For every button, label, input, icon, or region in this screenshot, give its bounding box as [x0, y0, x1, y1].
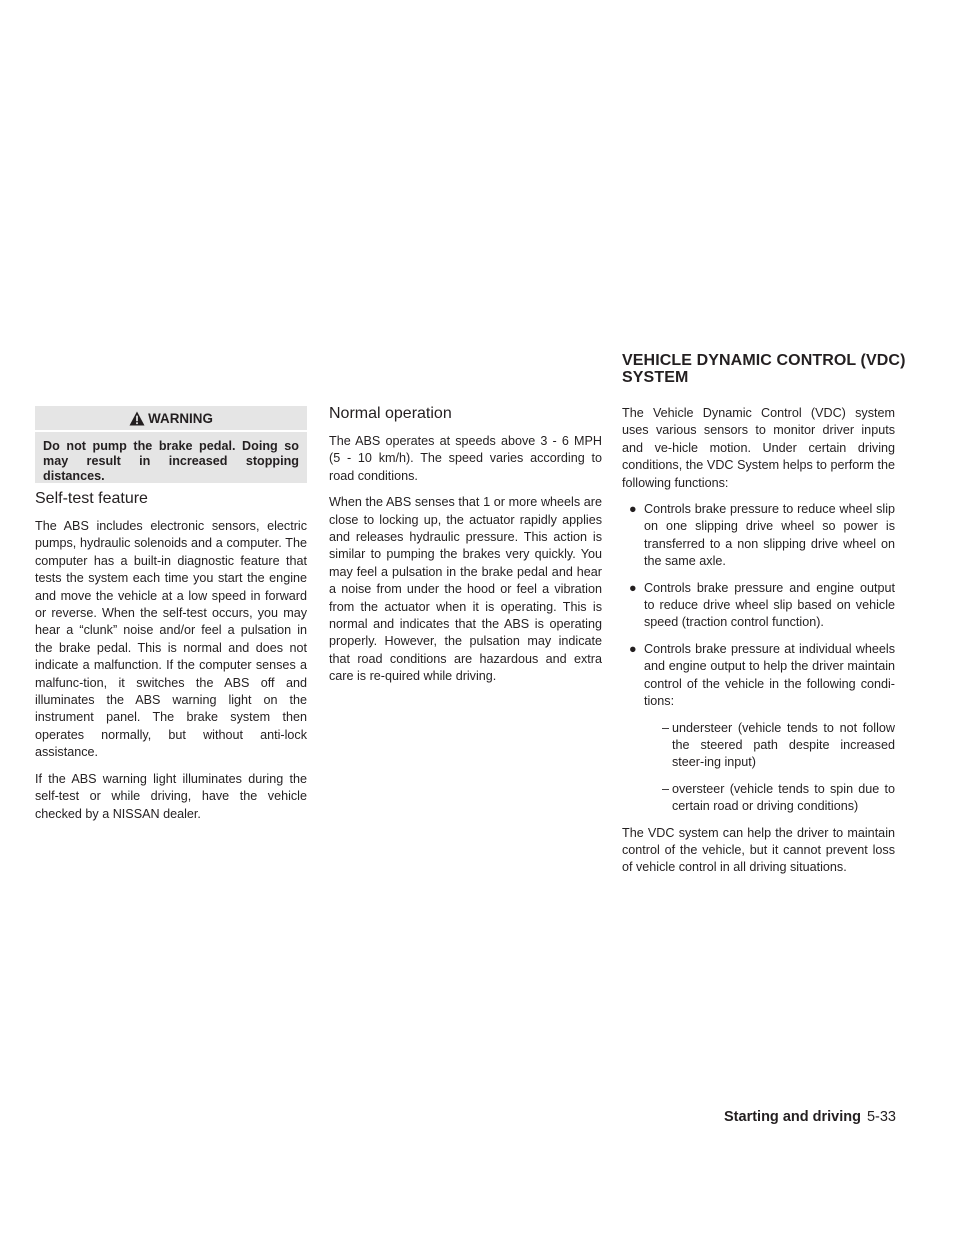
self-test-paragraph: If the ABS warning light illuminates during the self-test or while driving, have the vehicle checked by a NISSAN dealer. — [35, 771, 307, 821]
vdc-sub-list — [644, 720, 895, 816]
bullet-icon: ● — [629, 641, 637, 656]
vdc-bullet-text: Controls brake pressure to reduce wheel slip on one slipping drive wheel so power is transferred to a non slipping drive wheel on the same axle. — [644, 502, 895, 569]
vdc-bullet — [622, 641, 895, 711]
bullet-icon: ● — [629, 580, 637, 595]
vdc-chapter-title — [622, 352, 912, 386]
warning-header — [35, 406, 307, 430]
footer-section-title: Starting and driving — [724, 1109, 861, 1125]
vdc-title-line: SYSTEM — [622, 369, 689, 386]
page-number: 5-33 — [866, 1109, 896, 1125]
vdc-sub-item-text: understeer (vehicle tends to not follow the steered path despite increased steer-ing input) — [672, 720, 895, 770]
warning-triangle-icon — [129, 411, 145, 426]
vdc-bullet-text: Controls brake pressure at individual wheels and engine output to help the driver maintain control of the vehicle in the following condi-tions: — [644, 641, 895, 709]
normal-operation-paragraph: The ABS operates at speeds above 3 - 6 MPH (5 - 10 km/h). The speed varies according to road conditions. — [329, 434, 602, 483]
normal-operation-paragraph: When the ABS senses that 1 or more wheels are close to locking up, the actuator rapidly applies and releases hydraulic pressure. This action is similar to pumping the brakes very quickly. You may feel a pulsation in the brake pedal and hear a noise from under the hood or feel a vibration from the actuator when it is operating. This is normal and indicates that the ABS is operating properly. However, the pulsation may indicate that road conditions are hazardous and extra care is re-quired while driving. — [329, 495, 602, 684]
warning-text: Do not pump the brake pedal. Doing so may result in increased stopping distances. — [35, 432, 307, 483]
vdc-bullet — [622, 501, 895, 571]
self-test-heading: Self-test feature — [35, 490, 148, 507]
self-test-paragraph: The ABS includes electronic sensors, electric pumps, hydraulic solenoids and a computer. The computer has a built-in diagnostic feature that tests the system each time you start the engine and move the vehicle at a low speed in forward or reverse. When the self-test occurs, you may hear a “clunk” noise and/or feel a pulsation in the brake pedal. This is normal and does not indicate a malfunction. If the computer senses a malfunc-tion, it switches the ABS off and illuminates the ABS warning light on the instrument panel. The brake system then operates normally, but without anti-lock assistance. — [35, 519, 307, 760]
vdc-section — [622, 405, 895, 886]
warning-title: WARNING — [148, 410, 213, 426]
vdc-bullet — [622, 580, 895, 632]
vdc-sub-item-text: oversteer (vehicle tends to spin due to certain road or driving conditions) — [672, 781, 895, 814]
vdc-intro: The Vehicle Dynamic Control (VDC) system uses various sensors to monitor driver inputs and ve-hicle motion. Under certain driving conditions, the VDC System helps to perform the following functions: — [622, 406, 895, 490]
vdc-bullet-text: Controls brake pressure and engine output to reduce drive wheel slip based on vehicle speed (traction control function). — [644, 580, 895, 630]
vdc-sub-item — [644, 720, 895, 772]
vdc-closing: The VDC system can help the driver to maintain control of the vehicle, but it cannot prevent loss of vehicle control in all driving situations. — [622, 825, 895, 875]
normal-operation-section — [329, 404, 602, 695]
normal-operation-heading: Normal operation — [329, 405, 452, 422]
dash-icon: – — [662, 720, 670, 735]
vdc-sub-item — [644, 781, 895, 816]
self-test-section — [35, 489, 307, 832]
bullet-icon: ● — [629, 502, 637, 517]
vdc-title-line: VEHICLE DYNAMIC CONTROL (VDC) — [622, 352, 906, 369]
page-footer — [720, 1108, 896, 1126]
dash-icon: – — [662, 781, 670, 796]
